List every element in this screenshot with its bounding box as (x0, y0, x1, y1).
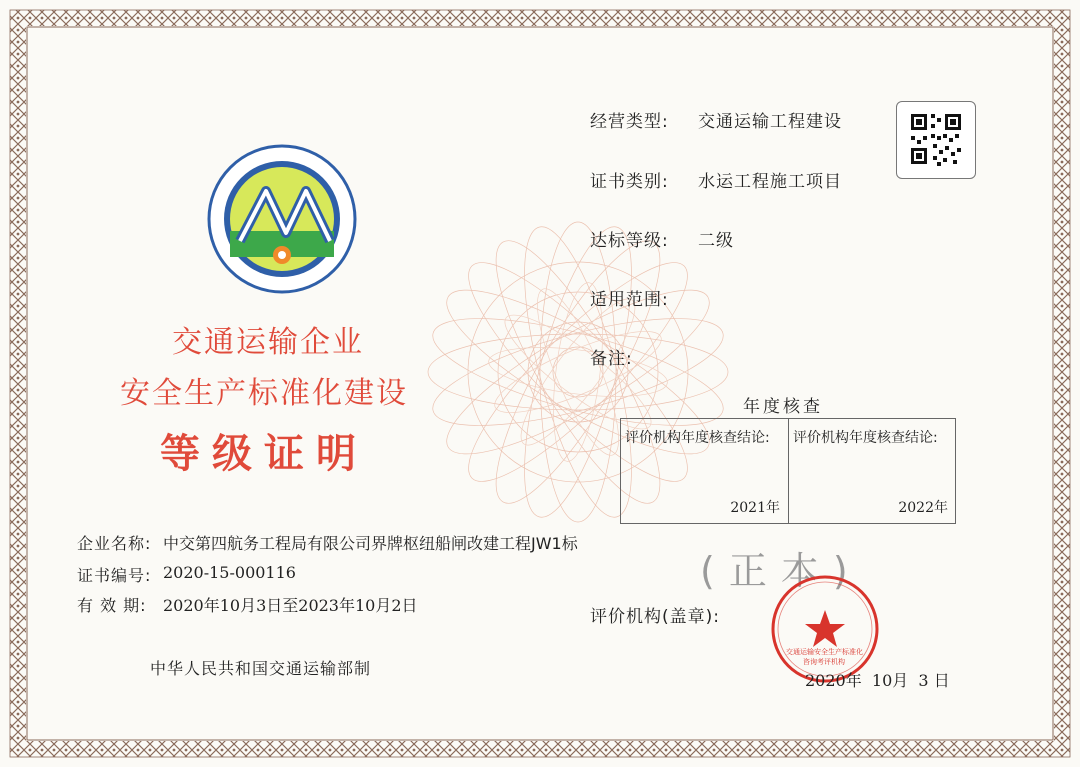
annual-check-header: 评价机构年度核查结论: (625, 430, 770, 446)
validity-value: 2020年10月3日至2023年10月2日 (163, 596, 418, 615)
cert-category-label: 证书类别: (590, 172, 669, 192)
company-name-value: 中交第四航务工程局有限公司界牌枢纽船闸改建工程JW1标 (163, 534, 578, 553)
annual-check-heading: 年度核查 (743, 397, 823, 417)
issuer-text: 中华人民共和国交通运输部制 (150, 659, 372, 678)
annual-check-year: 2022 (898, 500, 934, 516)
grade-label: 达标等级: (590, 231, 669, 251)
title-line-3: 等级证明 (160, 431, 368, 477)
seal-inner-text-2: 咨询考评机构 (803, 658, 845, 666)
year-suffix: 年 (934, 500, 948, 516)
title-line-1: 交通运输企业 (172, 325, 364, 360)
remarks-label: 备注: (590, 349, 633, 369)
validity-label: 有 效 期: (77, 596, 147, 615)
business-type-label: 经营类型: (590, 112, 669, 132)
annual-check-header: 评价机构年度核查结论: (793, 430, 938, 446)
company-name-label: 企业名称: (77, 534, 152, 553)
star-icon (805, 610, 845, 647)
annual-check-year: 2021 (730, 500, 766, 516)
cert-number-value: 2020-15-000116 (163, 563, 296, 582)
annual-check-cell-2021 (621, 419, 788, 523)
annual-check-cell-2022 (788, 419, 956, 523)
cert-number-label: 证书编号: (77, 566, 152, 585)
evaluator-label: 评价机构(盖章): (590, 607, 720, 627)
title-line-2: 安全生产标准化建设 (120, 376, 408, 411)
cert-category-value: 水运工程施工项目 (698, 172, 842, 192)
grade-value: 二级 (698, 231, 734, 251)
qr-code-icon (896, 101, 976, 179)
scope-label: 适用范围: (590, 290, 669, 310)
business-type-value: 交通运输工程建设 (698, 112, 842, 132)
annual-check-table (620, 418, 956, 524)
seal-inner-text-1: 交通运输安全生产标准化 (786, 648, 863, 656)
original-copy-mark: (正本) (700, 549, 862, 593)
year-suffix: 年 (766, 500, 780, 516)
issue-date: 2020年 10月 3 日 (805, 671, 950, 690)
